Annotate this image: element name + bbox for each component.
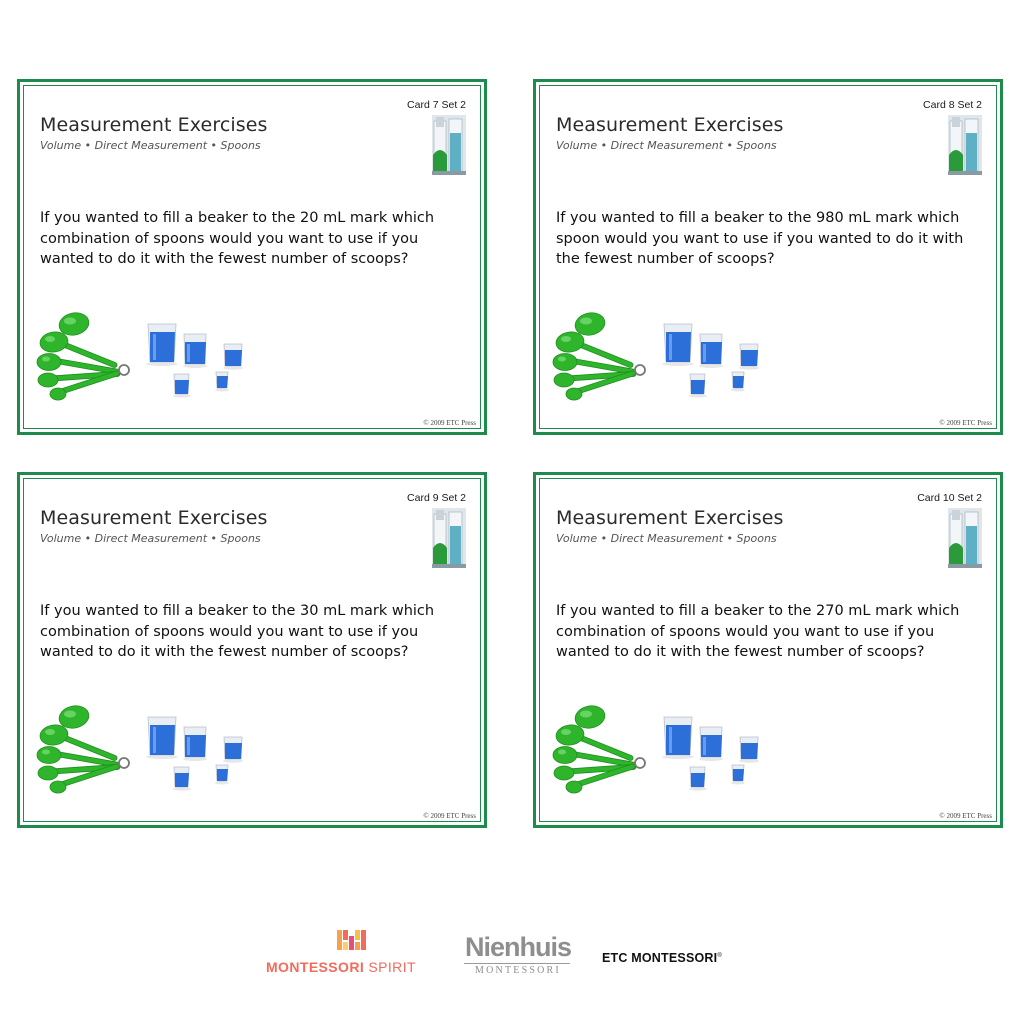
- beakers-icon: [660, 711, 770, 796]
- card-number: Card 7 Set 2: [407, 99, 466, 111]
- card-title: Measurement Exercises: [40, 507, 268, 529]
- etc-montessori-wordmark: ETC MONTESSORI: [602, 951, 718, 965]
- card-title: Measurement Exercises: [40, 114, 268, 136]
- registered-mark: ®: [717, 952, 722, 959]
- exercise-card: [17, 472, 487, 828]
- nienhuis-subtitle: MONTESSORI: [475, 965, 561, 976]
- card-number: Card 10 Set 2: [917, 492, 982, 504]
- montessori-spirit-light: SPIRIT: [364, 959, 416, 975]
- card-title: Measurement Exercises: [556, 507, 784, 529]
- brand-logos: [0, 928, 1024, 978]
- beakers-icon: [660, 318, 770, 403]
- card-subtitle: Volume • Direct Measurement • Spoons: [556, 532, 777, 545]
- lab-glassware-icon: [432, 508, 466, 568]
- montessori-spirit-bold: MONTESSORI: [266, 959, 365, 975]
- card-copyright: © 2009 ETC Press: [423, 419, 476, 427]
- exercise-card: [533, 79, 1003, 435]
- beakers-icon: [144, 318, 254, 403]
- card-subtitle: Volume • Direct Measurement • Spoons: [40, 532, 261, 545]
- montessori-spirit-brand: [266, 928, 438, 978]
- lab-glassware-icon: [948, 508, 982, 568]
- card-number: Card 9 Set 2: [407, 492, 466, 504]
- lab-glassware-icon: [948, 115, 982, 175]
- card-question: If you wanted to fill a beaker to the 980 mL mark which spoon would you want to use if you wanted to do it with the fewest number of scoops?: [556, 210, 964, 267]
- card-title: Measurement Exercises: [556, 114, 784, 136]
- measuring-spoons-icon: [552, 703, 652, 798]
- measuring-spoons-icon: [552, 310, 652, 405]
- nienhuis-brand: [462, 932, 574, 978]
- exercise-card: [533, 472, 1003, 828]
- exercise-card: [17, 79, 487, 435]
- card-question: If you wanted to fill a beaker to the 20 mL mark which combination of spoons would you want to use if you wanted to do it with the fewest number of scoops?: [40, 210, 435, 267]
- lab-glassware-icon: [432, 115, 466, 175]
- card-copyright: © 2009 ETC Press: [939, 812, 992, 820]
- card-subtitle: Volume • Direct Measurement • Spoons: [40, 139, 261, 152]
- card-copyright: © 2009 ETC Press: [423, 812, 476, 820]
- measuring-spoons-icon: [36, 703, 136, 798]
- etc-montessori-brand: [602, 951, 722, 965]
- nienhuis-divider: [464, 963, 570, 964]
- measuring-spoons-icon: [36, 310, 136, 405]
- montessori-spirit-logo: [337, 930, 369, 954]
- montessori-spirit-wordmark: [266, 959, 438, 975]
- card-question: If you wanted to fill a beaker to the 270 mL mark which combination of spoons would you want to use if you wanted to do it with the fewest number of scoops?: [556, 603, 960, 660]
- card-subtitle: Volume • Direct Measurement • Spoons: [556, 139, 777, 152]
- card-question: If you wanted to fill a beaker to the 30 mL mark which combination of spoons would you want to use if you wanted to do it with the fewest number of scoops?: [40, 603, 435, 660]
- card-number: Card 8 Set 2: [923, 99, 982, 111]
- nienhuis-wordmark: Nienhuis: [464, 932, 571, 962]
- card-copyright: © 2009 ETC Press: [939, 419, 992, 427]
- beakers-icon: [144, 711, 254, 796]
